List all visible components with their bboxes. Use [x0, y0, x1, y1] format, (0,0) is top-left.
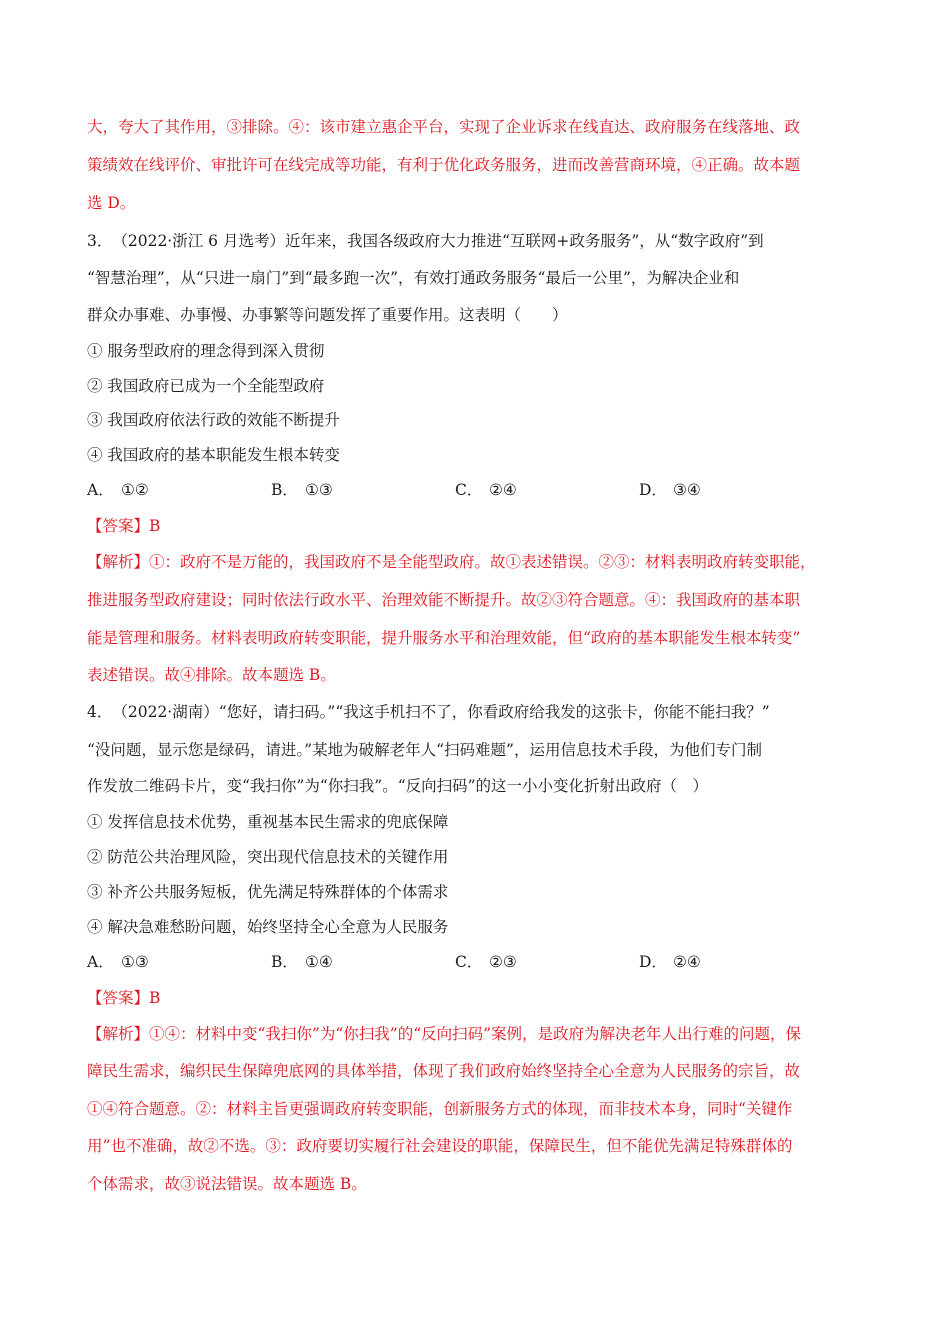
analysis-continuation-line: 策绩效在线评价、审批许可在线完成等功能，有利于优化政务服务，进而改善营商环境，④正确。故本题	[87, 156, 801, 174]
option-d: D． ③④	[639, 481, 701, 499]
option-d: D． ②④	[639, 953, 701, 971]
question-4-answer: 【答案】B	[87, 989, 161, 1007]
option-b: B． ①③	[271, 481, 333, 499]
question-4-analysis-line: 障民生需求，编织民生保障兜底网的具体举措，体现了我们政府始终坚持全心全意为人民服务的宗旨，故	[87, 1062, 801, 1080]
analysis-continuation-line: 大，夸大了其作用，③排除。④：该市建立惠企平台，实现了企业诉求在线直达、政府服务在线落地、政	[87, 118, 801, 136]
question-3-answer: 【答案】B	[87, 517, 161, 535]
question-3-analysis-line: 推进服务型政府建设；同时依法行政水平、治理效能不断提升。故②③符合题意。④：我国政府的基本职	[87, 591, 801, 609]
question-4-analysis-line: ①④符合题意。②：材料主旨更强调政府转变职能，创新服务方式的体现，而非技术本身，同时“关键作	[87, 1100, 793, 1118]
question-3-statement: ② 我国政府已成为一个全能型政府	[87, 377, 325, 395]
question-4-stem-line: 4． （2022·湖南）“您好，请扫码。”“我这手机扫不了，你看政府给我发的这张卡，你能不能扫我？”	[87, 703, 770, 721]
question-3-stem-line: “智慧治理”，从“只进一扇门”到“最多跑一次”，有效打通政务服务“最后一公里”，为解决企业和	[87, 269, 740, 287]
option-a: A． ①②	[87, 481, 149, 499]
question-3-analysis-line: 表述错误。故④排除。故本题选 B。	[87, 666, 336, 684]
question-3-statement: ④ 我国政府的基本职能发生根本转变	[87, 446, 340, 464]
option-c: C． ②④	[455, 481, 517, 499]
question-3-statement: ① 服务型政府的理念得到深入贯彻	[87, 342, 325, 360]
option-a: A． ①③	[87, 953, 149, 971]
question-4-statement: ③ 补齐公共服务短板，优先满足特殊群体的个体需求	[87, 883, 449, 901]
question-4-analysis-line: 个体需求，故③说法错误。故本题选 B。	[87, 1175, 367, 1193]
question-3-stem-line: 群众办事难、办事慢、办事繁等问题发挥了重要作用。这表明（ ）	[87, 306, 568, 324]
analysis-continuation-line: 选 D。	[87, 194, 136, 212]
question-4-analysis-line: 【解析】①④：材料中变“我扫你”为“你扫我”的“反向扫码”案例，是政府为解决老年人出行难的问题，保	[87, 1025, 802, 1043]
question-4-stem-line: 作发放二维码卡片，变“我扫你”为“你扫我”。“反向扫码”的这一小小变化折射出政府（ ）	[87, 777, 709, 795]
question-3-stem-line: 3． （2022·浙江 6 月选考）近年来，我国各级政府大力推进“互联网+政务服务”，从“数字政府”到	[87, 232, 764, 250]
question-3-analysis-line: 能是管理和服务。材料表明政府转变职能，提升服务水平和治理效能，但“政府的基本职能发生根本转变”	[87, 629, 801, 647]
question-4-stem-line: “没问题，显示您是绿码，请进。”某地为破解老年人“扫码难题”，运用信息技术手段，为他们专门制	[87, 741, 762, 759]
option-c: C． ②③	[455, 953, 517, 971]
question-4-statement: ④ 解决急难愁盼问题，始终坚持全心全意为人民服务	[87, 918, 449, 936]
question-3-statement: ③ 我国政府依法行政的效能不断提升	[87, 411, 340, 429]
question-4-analysis-line: 用”也不准确，故②不选。③：政府要切实履行社会建设的职能，保障民生，但不能优先满足特殊群体的	[87, 1137, 793, 1155]
question-3-analysis-line: 【解析】①：政府不是万能的，我国政府不是全能型政府。故①表述错误。②③：材料表明政府转变职能，	[87, 553, 816, 571]
option-b: B． ①④	[271, 953, 333, 971]
question-4-statement: ② 防范公共治理风险，突出现代信息技术的关键作用	[87, 848, 449, 866]
question-4-statement: ① 发挥信息技术优势，重视基本民生需求的兜底保障	[87, 813, 449, 831]
